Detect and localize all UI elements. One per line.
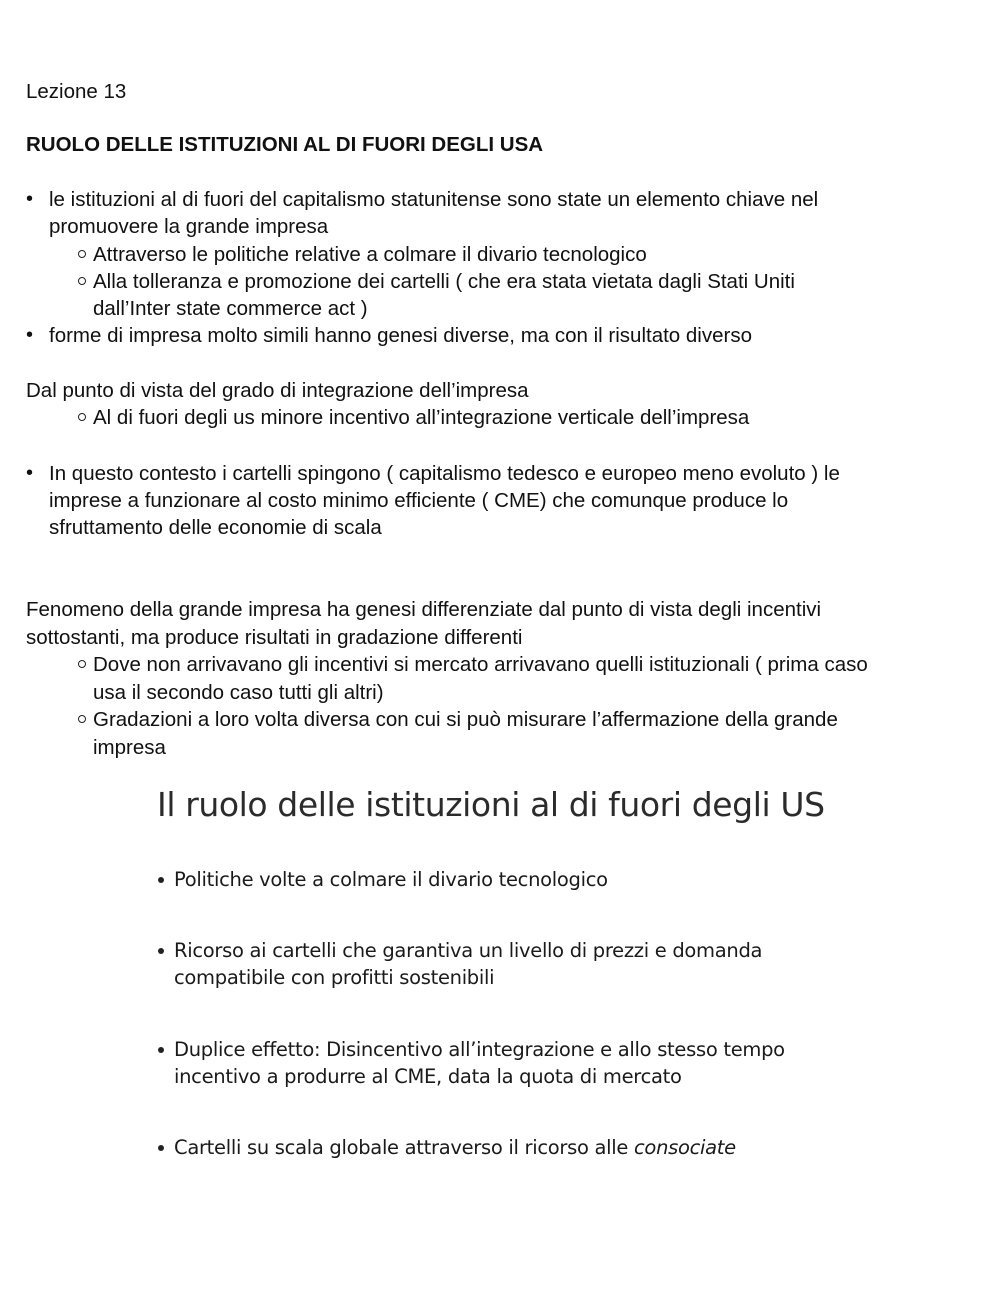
slide-bullet-text: Ricorso ai cartelli che garantiva un livello di prezzi e domanda [174,939,763,962]
sub-bullet-text: usa il secondo caso tutti gli altri) [93,681,384,704]
slide-bullet-text [174,1134,736,1161]
slide-bullet-text: compatibile con profitti sostenibili [174,966,495,989]
sub-bullet-marker [78,660,86,668]
sub-bullet-text: Attraverso le politiche relative a colmare il divario tecnologico [93,243,647,266]
sub-bullet-marker [78,277,86,285]
bullet-text: promuovere la grande impresa [49,215,329,238]
bullet-text: imprese a funzionare al costo minimo efficiente ( CME) che comunque produce lo [49,489,789,512]
sub-bullet-text: impresa [93,736,166,759]
slide-bullet-marker [158,948,164,954]
sub-bullet-text: dall’Inter state commerce act ) [93,297,368,320]
bullet-text: forme di impresa molto simili hanno genesi diverse, ma con il risultato diverso [49,324,752,347]
sub-bullet-text: Gradazioni a loro volta diversa con cui si può misurare l’affermazione della grande [93,708,838,731]
sub-bullet-text: Dove non arrivavano gli incentivi si mercato arrivavano quelli istituzionali ( prima caso [93,653,868,676]
bullet-text: sfruttamento delle economie di scala [49,516,382,539]
slide-bullet-text: Politiche volte a colmare il divario tecnologico [174,868,608,891]
lesson-label: Lezione 13 [26,80,127,103]
sub-bullet-text: Alla tolleranza e promozione dei cartelli ( che era stata vietata dagli Stati Uniti [93,270,795,293]
page-heading: RUOLO DELLE ISTITUZIONI AL DI FUORI DEGLI USA [26,133,544,156]
bullet-text: le istituzioni al di fuori del capitalismo statunitense sono state un elemento chiave nel [49,188,819,211]
slide-bullet-text: Duplice effetto: Disincentivo all’integrazione e allo stesso tempo [174,1038,785,1061]
slide-bullet-text: incentivo a produrre al CME, data la quota di mercato [174,1065,682,1088]
slide-title: Il ruolo delle istituzioni al di fuori degli US [157,785,825,824]
paragraph-text: Fenomeno della grande impresa ha genesi differenziate dal punto di vista degli incentivi [26,598,822,621]
slide-bullet-marker [158,1047,164,1053]
slide-bullet-text-part: Cartelli su scala globale attraverso il ricorso alle [174,1136,635,1159]
sub-bullet-marker [78,715,86,723]
bullet-marker: • [26,462,34,484]
slide-bullet-marker [158,877,164,883]
bullet-marker: • [26,324,34,346]
slide-bullet-emphasis: consociate [634,1136,736,1159]
bullet-marker: • [26,188,34,210]
slide-bullet-marker [158,1145,164,1151]
sub-bullet-marker [78,413,86,421]
paragraph-text: sottostanti, ma produce risultati in gradazione differenti [26,626,523,649]
sub-bullet-marker [78,250,86,258]
sub-bullet-text: Al di fuori degli us minore incentivo all’integrazione verticale dell’impresa [93,406,750,429]
paragraph-text: Dal punto di vista del grado di integrazione dell’impresa [26,379,529,402]
bullet-text: In questo contesto i cartelli spingono ( capitalismo tedesco e europeo meno evoluto ) le [49,462,840,485]
